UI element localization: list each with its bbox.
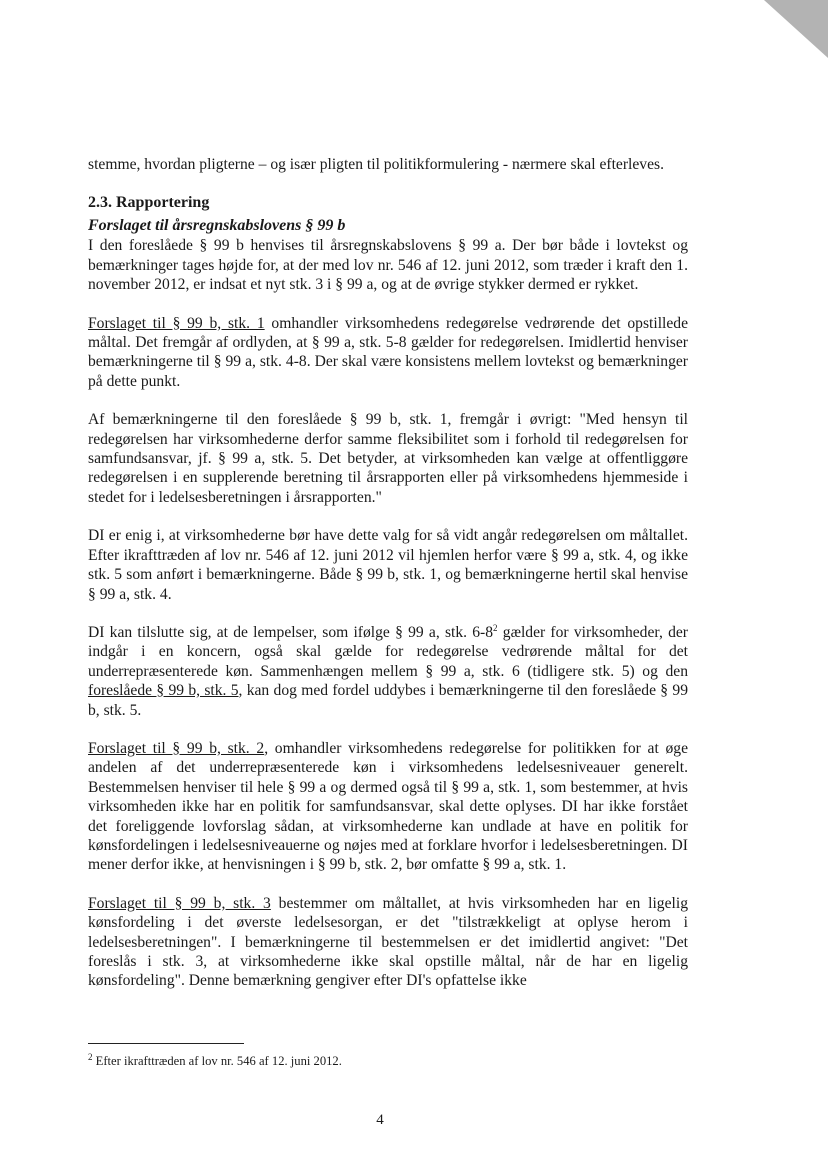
paragraph-5 — [88, 623, 688, 720]
paragraph-1: I den foreslåede § 99 b henvises til årsregnskabslovens § 99 a. Der bør både i lovtekst og bemærkninger tages højde for, at der med lov nr. 546 af 12. juni 2012, som træder i kraft den 1. november 2012, er indsat et nyt stk. 3 i § 99 a, og at de øvrige stykker dermed er rykket. — [88, 237, 688, 294]
reference-link: foreslåede § 99 b, stk. 5 — [88, 682, 239, 700]
paragraph-7 — [88, 894, 688, 991]
paragraph-text: , omhandler virksomhedens redegørelse for politikken for at øge andelen af det underrepræsenterede køn i virksomhedens ledelsesniveauer generelt. Bestemmelsen henviser til hele § 99 a og dermed også til § 99 a, stk. 1, som bestemmer, at hvis virksomheden ikke har en politik for samfundsansvar, skal dette oplyses. DI har ikke forstået det foreliggende lovforslag sådan, at virksomhederne kan undlade at have en politik for kønsfordelingen i ledelsesniveauerne og nøjes med at forklare hvorfor i ledelsesberetningen. DI mener derfor ikke, at henvisningen i § 99 b, stk. 2, bør omfatte § 99 a, stk. 1. — [88, 739, 689, 874]
paragraph-2 — [88, 314, 688, 392]
section-heading: 2.3. Rapportering — [88, 194, 210, 212]
footnote-marker: 2 — [88, 1051, 93, 1062]
paragraph-text: , kan dog med fordel uddybes i bemærkningerne til den foreslåede § 99 b, stk. 5. — [88, 682, 688, 719]
paragraph-6 — [88, 739, 688, 875]
reference-link: Forslaget til § 99 b, stk. 1 — [88, 314, 265, 332]
page-corner-fold — [764, 0, 828, 58]
paragraph-text: DI kan tilslutte sig, at de lempelser, som ifølge § 99 a, stk. 6-8 — [88, 623, 494, 641]
paragraph-3: Af bemærkningerne til den foreslåede § 99 b, stk. 1, fremgår i øvrigt: "Med hensyn til redegørelsen har virksomhederne derfor samme fleksibilitet som i forhold til redegørelsen for samfundsansvar, jf. § 99 a, stk. 5. Det betyder, at virksomheden kan vælge at offentliggøre redegørelsen i en supplerende beretning til årsrapporten eller på virksomhedens hjemmeside i stedet for i ledelsesberetningen i årsrapporten." — [88, 411, 688, 506]
reference-link: Forslaget til § 99 b, stk. 3 — [88, 894, 271, 912]
paragraph-intro: stemme, hvordan pligterne – og især pligten til politikformulering - nærmere skal efterleves. — [88, 156, 664, 173]
footnote-divider — [88, 1043, 244, 1044]
paragraph-text: omhandler virksomhedens redegørelse vedrørende det opstillede måltal. Det fremgår af ordlyden, at § 99 a, stk. 5-8 gælder for redegørelsen. Imidlertid henviser bemærkningerne til § 99 a, stk. 4-8. Der skal være konsistens mellem lovtekst og bemærkninger på dette punkt. — [88, 314, 689, 390]
reference-link: Forslaget til § 99 b, stk. 2 — [88, 739, 265, 757]
footnote-text: Efter ikrafttræden af lov nr. 546 af 12. juni 2012. — [92, 1054, 342, 1068]
footnote-ref: 2 — [493, 622, 498, 633]
paragraph-text: bestemmer om måltallet, at hvis virksomheden har en ligelig kønsfordeling i det øverste ledelsesorgan, er det "tilstrækkeligt at oplyse herom i ledelsesberetningen". I bemærkningerne til bestemmelsen er det imidlertid angivet: "Det foreslås i stk. 3, at virksomhederne ikke skal opstille måltal, når de har en ligelig kønsfordeling". Denne bemærkning gengiver efter DI's opfattelse ikke — [88, 894, 688, 990]
page-number: 4 — [376, 1112, 384, 1128]
document-body — [88, 155, 688, 1010]
footnote — [88, 1053, 688, 1069]
paragraph-4: DI er enig i, at virksomhederne bør have dette valg for så vidt angår redegørelsen om måltallet. Efter ikrafttræden af lov nr. 546 af 12. juni 2012 vil hjemlen herfor være § 99 a, stk. 4, og ikke stk. 5 som anført i bemærkningerne. Både § 99 b, stk. 1, og bemærkningerne hertil skal henvise § 99 a, stk. 4. — [88, 527, 688, 603]
subsection-heading: Forslaget til årsregnskabslovens § 99 b — [88, 217, 346, 235]
paragraph-text: gælder for virksomheder, der indgår i en koncern, også skal gælde for redegørelse vedrørende måltal for det underrepræsenterede køn. Sammenhængen mellem § 99 a, stk. 6 (tidligere stk. 5) og den — [88, 623, 688, 680]
